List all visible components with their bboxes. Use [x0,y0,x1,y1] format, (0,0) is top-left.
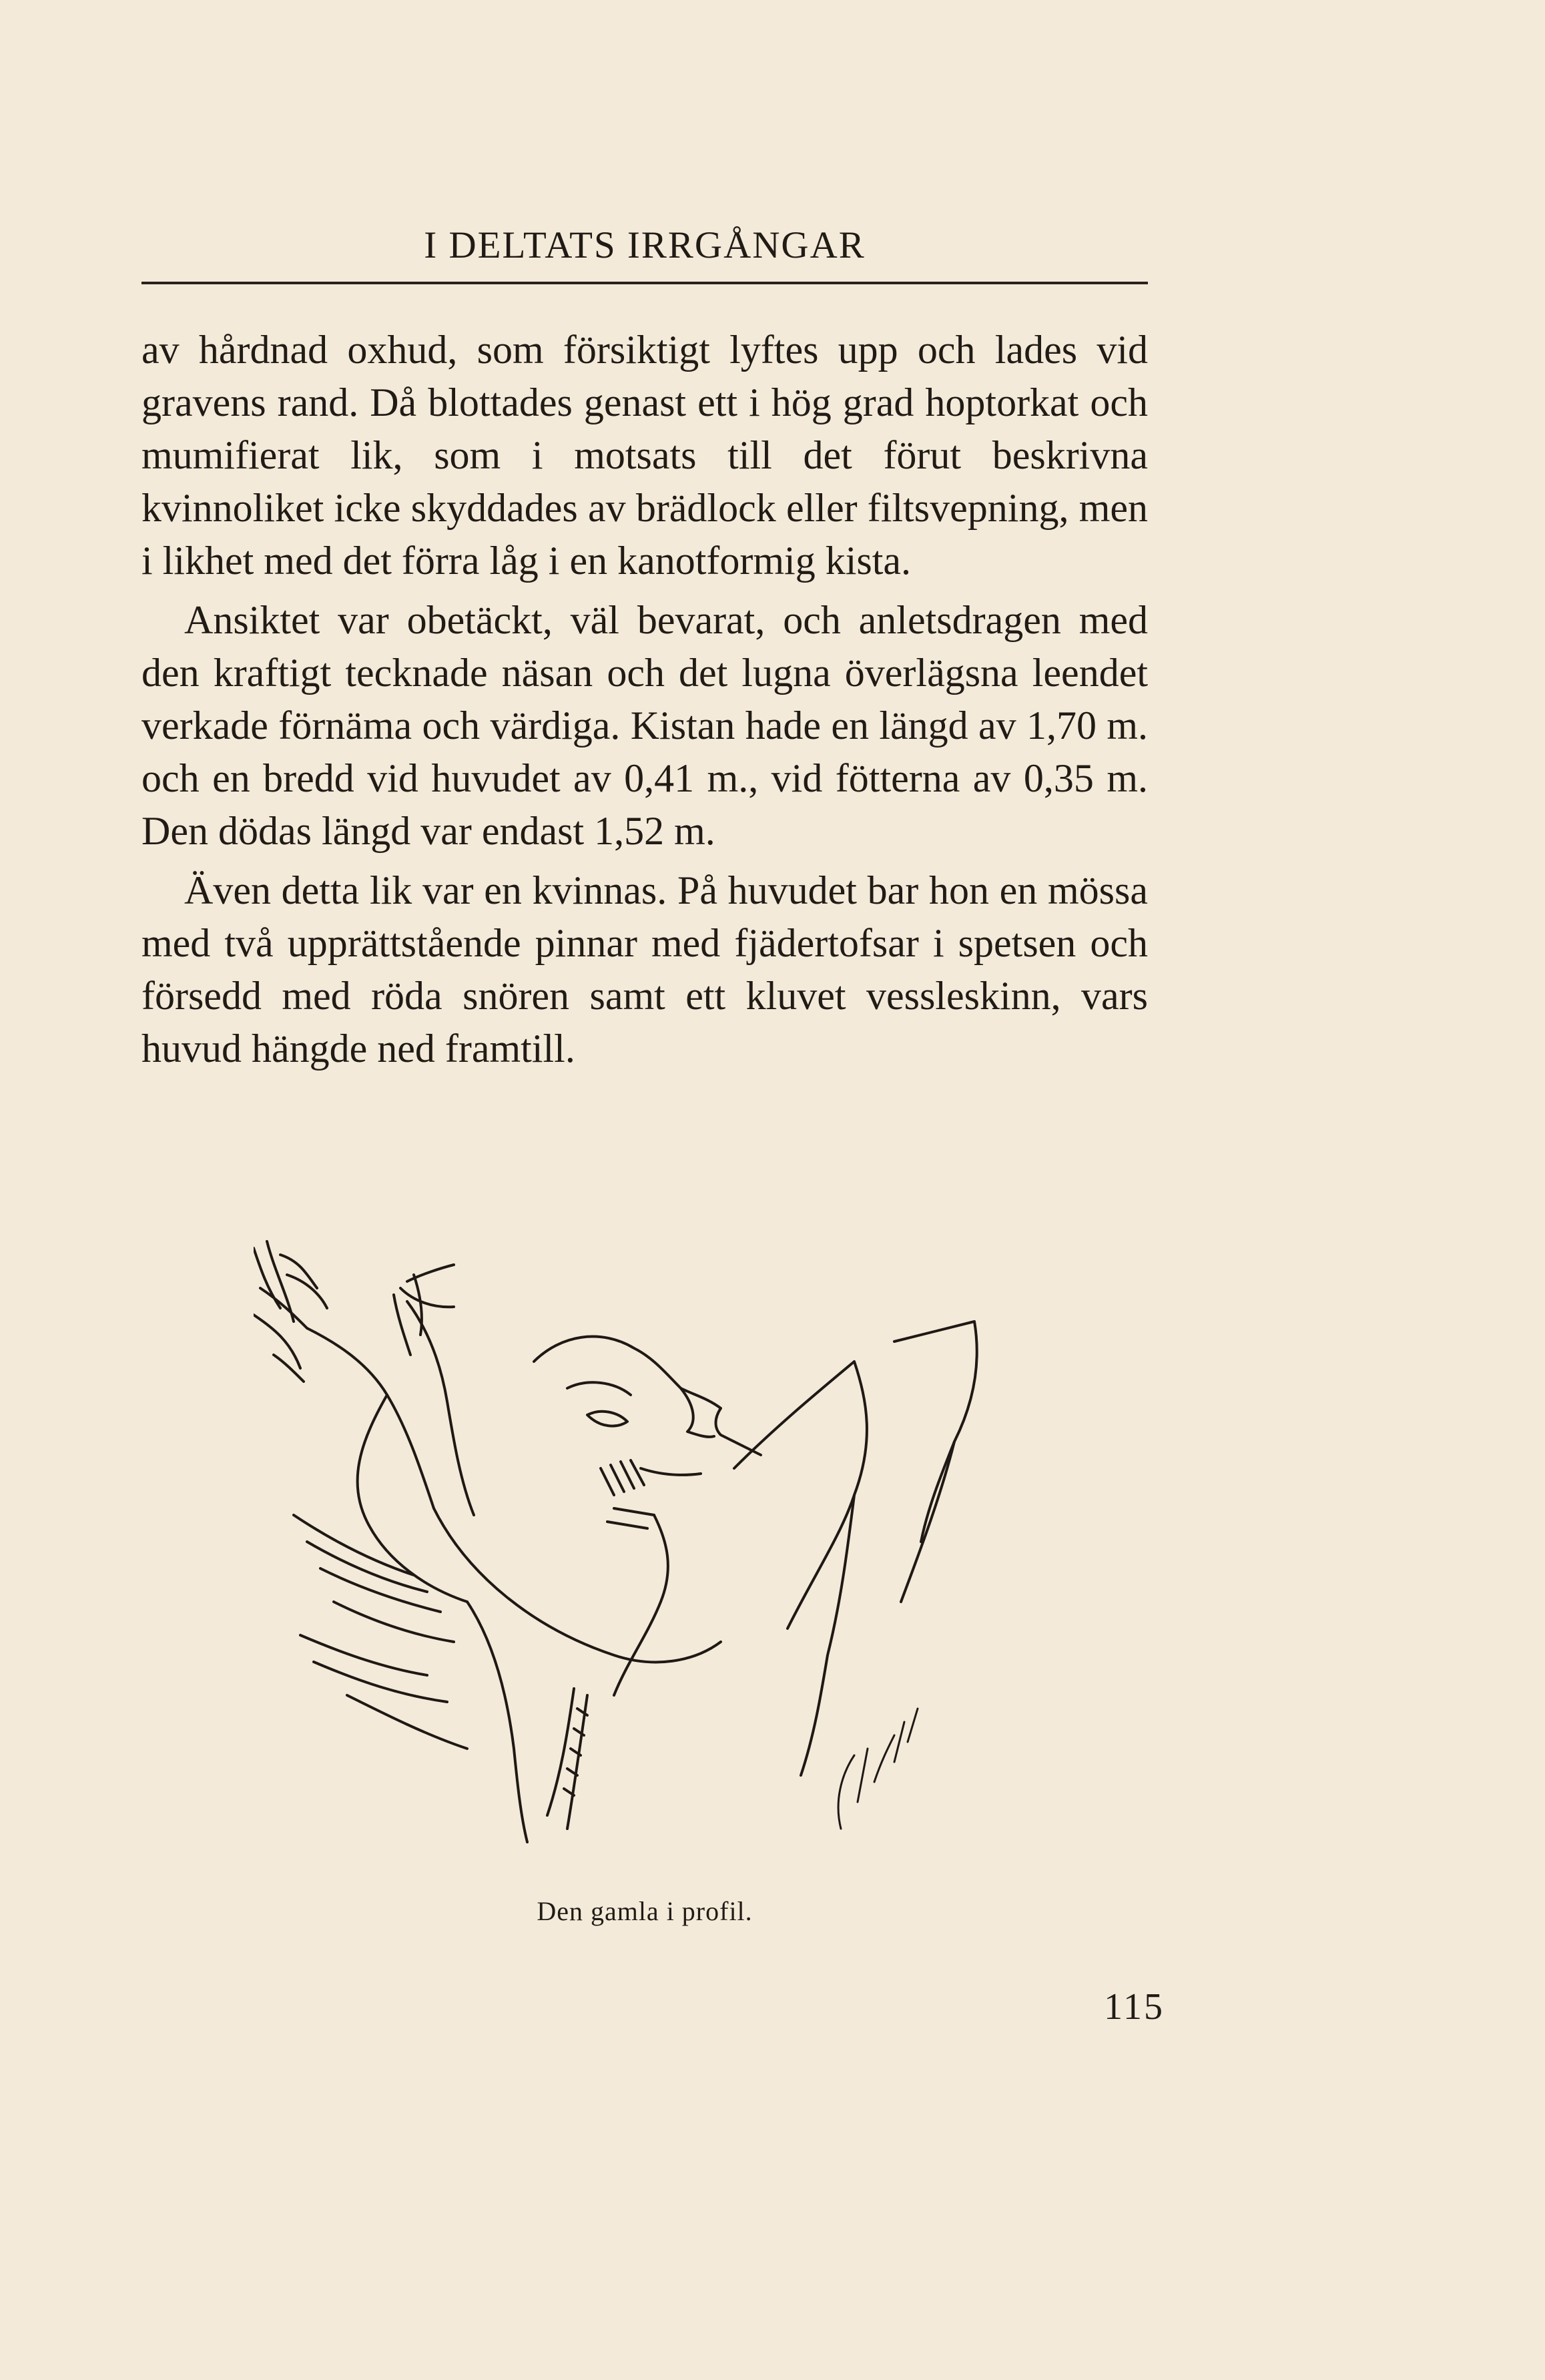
cap-outline [358,1395,721,1662]
page-number: 115 [1104,1986,1165,2028]
paragraph-1: av hårdnad oxhud, som försiktigt lyftes upp och lades vid gravens rand. Då blottades genast ett i hög grad hoptorkat och mumifierat lik, som i motsats till det förut beskrivna kvinnoliket icke skyddades av brädlock eller filtsvepning, men i likhet med det förra låg i en kanotformig kista. [141,328,1148,583]
signature-mark [838,1709,918,1829]
garment-fold-4 [901,1442,954,1602]
paragraph-3: Även detta lik var en kvinnas. På huvudet bar hon en mössa med två upprättstående pinnar med fjädertofsar i spetsen och försedd med röda snören samt ett kluvet vessleskinn, vars huvud hängde ned framtill. [141,868,1148,1071]
figure-caption: Den gamla i profil. [537,1896,753,1926]
garment-fold-3 [801,1495,854,1775]
paragraph-2: Ansiktet var obetäckt, väl bevarat, och anletsdragen med den kraftigt tecknade näsan och det lugna överlägsna leendet verkade förnäma och värdiga. Kistan hade en längd av 1,70 m. och en bredd vid huvudet av 0,41 m., vid fötterna av 0,35 m. Den dödas längd var endast 1,52 m. [141,598,1148,853]
mouth [641,1468,701,1475]
cap-pins [307,1301,474,1515]
collar [547,1689,587,1829]
eye [587,1412,627,1426]
feather-tuft-left [254,1241,327,1382]
brow [567,1382,631,1395]
body-shading [294,1515,467,1749]
shoulder-line [467,1602,527,1842]
garment-fold-1 [734,1362,867,1628]
feather-tuft-right [394,1265,454,1355]
running-head: I DELTATS IRRGÅNGAR [424,224,866,266]
face-profile [534,1337,761,1455]
body-text [141,324,1148,1082]
chin-neck [614,1515,668,1695]
header-rule [141,282,1148,284]
profile-sketch [254,1228,1095,1882]
